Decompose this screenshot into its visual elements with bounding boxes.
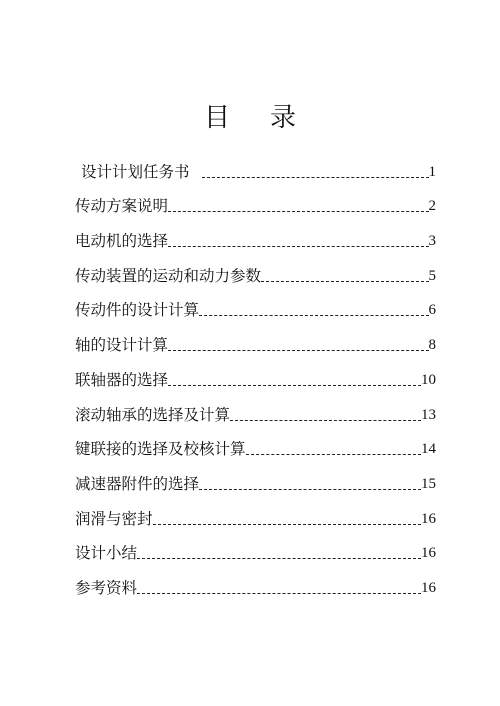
toc-leader: [199, 489, 421, 490]
toc-entry-label: 传动方案说明: [75, 197, 169, 216]
toc-page-number: 5: [428, 267, 436, 284]
toc-entry-label: 润滑与密封: [75, 509, 153, 528]
toc-entry[interactable]: [75, 182, 436, 217]
toc-entry-label: 设计计划任务书: [81, 162, 190, 181]
toc-entry-label: 联轴器的选择: [75, 370, 169, 389]
toc-page-number: 16: [421, 545, 436, 562]
toc-page-number: 6: [428, 302, 436, 319]
toc-entry[interactable]: [75, 494, 436, 529]
toc-entry[interactable]: [75, 390, 436, 425]
toc-entry-label: 设计小结: [75, 544, 138, 563]
toc-entry-label: 轴的设计计算: [75, 336, 169, 355]
toc-leader: [168, 246, 428, 247]
toc-leader: [261, 281, 428, 282]
toc-page-number: 3: [428, 233, 436, 250]
toc-leader: [202, 177, 429, 178]
page-title: [0, 101, 500, 135]
toc-entry[interactable]: [75, 355, 436, 390]
toc-leader: [168, 385, 421, 386]
toc-entry[interactable]: [75, 459, 436, 494]
toc-page-number: 14: [421, 441, 436, 458]
toc-leader: [137, 558, 421, 559]
toc-page-number: 8: [428, 337, 436, 354]
toc-leader: [137, 593, 421, 594]
toc-leader: [153, 524, 421, 525]
toc-leader: [168, 211, 428, 212]
toc-page-number: 16: [421, 510, 436, 527]
toc-entry[interactable]: [75, 147, 436, 182]
toc-entry[interactable]: [75, 529, 436, 564]
table-of-contents: [75, 147, 436, 598]
toc-leader: [230, 420, 421, 421]
toc-entry[interactable]: [75, 286, 436, 321]
toc-entry[interactable]: [75, 563, 436, 598]
toc-page-number: 13: [421, 406, 436, 423]
toc-page-number: 10: [421, 371, 436, 388]
toc-entry[interactable]: [75, 216, 436, 251]
toc-entry-label: 传动装置的运动和动力参数: [75, 266, 262, 285]
toc-page-number: 15: [421, 475, 436, 492]
toc-entry[interactable]: [75, 320, 436, 355]
toc-entry-label: 减速器附件的选择: [75, 474, 200, 493]
toc-page-number: 16: [421, 579, 436, 596]
toc-entry-label: 参考资料: [75, 578, 138, 597]
toc-leader: [246, 454, 421, 455]
title-char-1: 目: [203, 103, 230, 133]
toc-entry-label: 传动件的设计计算: [75, 301, 200, 320]
toc-page-number: 2: [428, 198, 436, 215]
toc-entry-label: 电动机的选择: [75, 232, 169, 251]
toc-entry-label: 滚动轴承的选择及计算: [75, 405, 231, 424]
toc-leader: [168, 350, 428, 351]
toc-entry[interactable]: [75, 425, 436, 460]
toc-entry[interactable]: [75, 251, 436, 286]
title-char-2: 录: [270, 103, 297, 133]
toc-leader: [199, 315, 428, 316]
toc-page-number: 1: [428, 163, 436, 180]
toc-entry-label: 键联接的选择及校核计算: [75, 440, 246, 459]
